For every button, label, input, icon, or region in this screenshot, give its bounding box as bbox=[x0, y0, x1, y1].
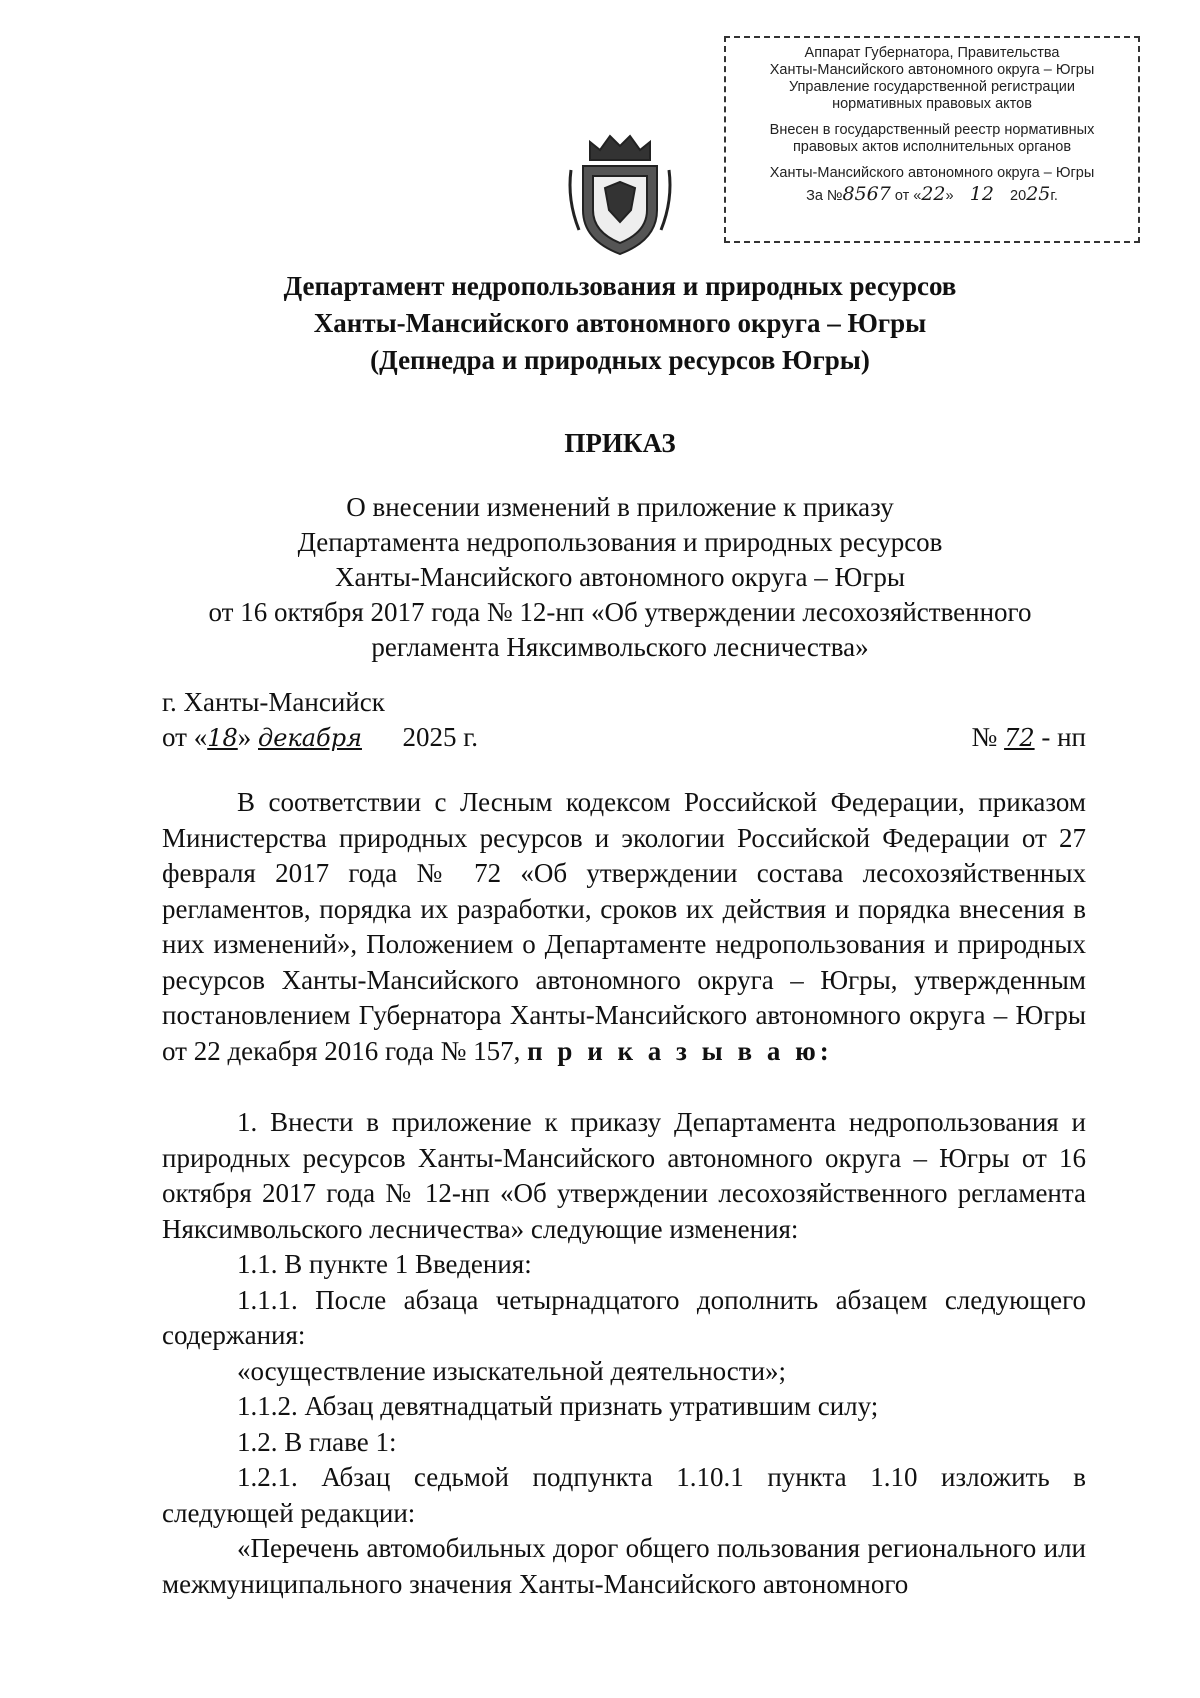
stamp-reg-month: 12 bbox=[969, 183, 994, 205]
body-paragraph: «осуществление изыскательной деятельности»; bbox=[237, 1355, 787, 1386]
date-prefix: от « bbox=[162, 722, 208, 752]
stamp-line: Внесен в государственный реестр нормативных bbox=[769, 122, 1095, 138]
body-paragraph: 1.1.1. После абзаца четырнадцатого дополнить абзацем следующего содержания: bbox=[162, 1284, 1086, 1350]
body-paragraph: «Перечень автомобильных дорог общего пользования регионального или межмуниципального значения Ханты-Мансийского автономного bbox=[162, 1533, 1086, 1599]
number-suffix: - нп bbox=[1041, 722, 1086, 752]
stamp-registration-line bbox=[732, 183, 1132, 205]
number-prefix: № bbox=[971, 722, 998, 752]
subject-line: Ханты-Мансийского автономного округа – Югры bbox=[335, 562, 905, 592]
stamp-line: Управление государственной регистрации bbox=[788, 79, 1076, 95]
stamp-reg-from: от « bbox=[894, 188, 922, 204]
department-header bbox=[150, 268, 1090, 379]
stamp-line: Ханты-Мансийского автономного округа – Югры bbox=[769, 62, 1095, 78]
stamp-line: Аппарат Губернатора, Правительства bbox=[804, 45, 1060, 61]
body-paragraph: 1.2.1. Абзац седьмой подпункта 1.10.1 пункта 1.10 изложить в следующей редакции: bbox=[162, 1462, 1086, 1528]
stamp-line: правовых актов исполнительных органов bbox=[792, 139, 1072, 155]
preamble-text: В соответствии с Лесным кодексом Российской Федерации, приказом Министерства природных ресурсов и экологии Российской Федерации от 27 февраля 2017 года № 72 «Об утверждении состава лесохозяйственных регламентов, порядка их разработки, сроков их действия и порядка внесения в них изменений», Положением о Департаменте недропользования и природных ресурсов Ханты-Мансийского автономного округа – Югры, утвержденным постановлением Губернатора Ханты-Мансийского автономного округа – Югры от 22 декабря 2016 года № 157, bbox=[162, 787, 1086, 1066]
stamp-reg-number: 8567 bbox=[842, 183, 891, 205]
body-paragraph: 1.1.2. Абзац девятнадцатый признать утратившим силу; bbox=[237, 1391, 879, 1421]
document-body bbox=[162, 785, 1086, 1602]
subject-line: Департамента недропользования и природных ресурсов bbox=[297, 527, 943, 557]
document-type: ПРИКАЗ bbox=[564, 428, 676, 458]
number-value: 72 bbox=[1004, 724, 1035, 752]
body-paragraph: 1.2. В главе 1: bbox=[237, 1426, 397, 1457]
subject-line: О внесении изменений в приложение к приказу bbox=[346, 492, 894, 522]
stamp-reg-quote: » bbox=[945, 188, 954, 204]
stamp-reg-day: 22 bbox=[921, 183, 946, 205]
department-short-name: (Депнедра и природных ресурсов Югры) bbox=[370, 345, 870, 375]
stamp-reg-prefix: За № bbox=[806, 188, 843, 204]
subject-line: регламента Няксимвольского лесничества» bbox=[371, 632, 869, 662]
stamp-line: нормативных правовых актов bbox=[832, 96, 1032, 112]
body-paragraph: 1. Внести в приложение к приказу Департамента недропользования и природных ресурсов Ханты-Мансийского автономного округа – Югры от 16 октября 2017 года № 12-нп «Об утверждении лесохозяйственного регламента Няксимвольского лесничества» следующие изменения: bbox=[162, 1107, 1086, 1244]
subject-line: от 16 октября 2017 года № 12-нп «Об утверждении лесохозяйственного bbox=[208, 597, 1032, 627]
stamp-reg-year-prefix: 20 bbox=[1010, 188, 1027, 204]
body-paragraph: 1.1. В пункте 1 Введения: bbox=[237, 1249, 532, 1279]
preamble-paragraph bbox=[162, 785, 1086, 1069]
date-month: декабря bbox=[258, 724, 362, 752]
document-subject bbox=[150, 490, 1090, 665]
document-number bbox=[972, 722, 1086, 753]
date-day: 18 bbox=[207, 724, 238, 752]
stamp-reg-year: 25 bbox=[1026, 183, 1051, 205]
department-name-line: Департамент недропользования и природных ресурсов bbox=[283, 271, 957, 301]
stamp-reg-suffix: г. bbox=[1050, 188, 1058, 204]
order-word: п р и к а з ы в а ю: bbox=[527, 1035, 833, 1066]
document-date bbox=[162, 722, 478, 753]
department-region-line: Ханты-Мансийского автономного округа – Югры bbox=[313, 308, 927, 338]
date-quote: » bbox=[237, 722, 252, 752]
coat-of-arms-icon bbox=[565, 130, 675, 260]
stamp-line: Ханты-Мансийского автономного округа – Югры bbox=[769, 165, 1095, 181]
date-year: 2025 г. bbox=[402, 722, 478, 752]
city: г. Ханты-Мансийск bbox=[162, 687, 385, 717]
registration-stamp bbox=[724, 36, 1140, 243]
